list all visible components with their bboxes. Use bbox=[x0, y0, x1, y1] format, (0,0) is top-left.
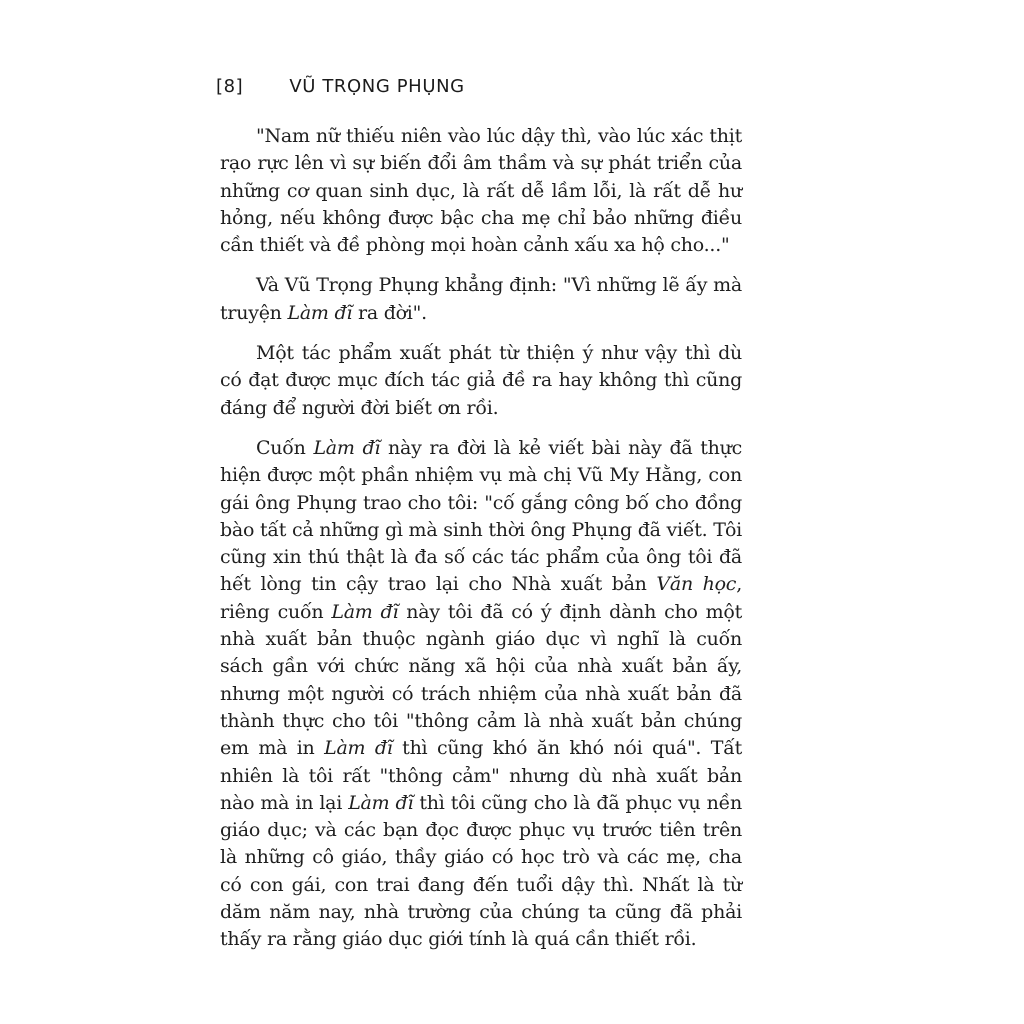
paragraph bbox=[220, 435, 742, 954]
body-text bbox=[220, 123, 742, 954]
italic-run: Làm đĩ bbox=[348, 791, 414, 814]
page-number: [8] bbox=[216, 76, 244, 97]
paragraph bbox=[220, 340, 742, 422]
paragraph bbox=[220, 272, 742, 327]
text-block bbox=[216, 76, 742, 954]
italic-run: Làm đĩ bbox=[331, 600, 399, 623]
running-title: VŨ TRỌNG PHỤNG bbox=[289, 76, 465, 97]
text-run: "Nam nữ thiếu niên vào lúc dậy thì, vào lúc xác thịt rạo rực lên vì sự biến đổi âm thầm và sự phát triển của những cơ quan sinh dục, là rất dễ lầm lỗi, là rất dễ hư hỏng, nếu không được bậc cha mẹ chỉ bảo những điều cần thiết và đề phòng mọi hoàn cảnh xấu xa hộ cho..." bbox=[220, 125, 742, 257]
italic-run: Văn học bbox=[656, 573, 737, 596]
paragraph bbox=[220, 123, 742, 259]
text-run: , riêng cuốn bbox=[220, 573, 742, 623]
text-run: Một tác phẩm xuất phát từ thiện ý như vậy thì dù có đạt được mục đích tác giả đề ra hay không thì cũng đáng để người đời biết ơn rồi. bbox=[220, 342, 742, 419]
text-run: thì tôi cũng cho là đã phục vụ nền giáo dục; và các bạn đọc được phục vụ trước tiên trên là những cô giáo, thầy giáo có học trò và các mẹ, cha có con gái, con trai đang đến tuổi dậy thì. Nhất là từ dăm năm nay, nhà trường của chúng ta cũng đã phải thấy ra rằng giáo dục giới tính là quá cần thiết rồi. bbox=[220, 791, 742, 951]
page-header bbox=[216, 76, 742, 97]
text-run: Và Vũ Trọng Phụng khẳng định: "Vì những lẽ ấy mà truyện bbox=[220, 274, 742, 324]
text-run: thì cũng khó ăn khó nói quá". Tất nhiên là tôi rất "thông cảm" nhưng dù nhà xuất bản nào mà in lại bbox=[220, 737, 742, 814]
text-run: Cuốn bbox=[256, 436, 314, 459]
text-run: này ra đời là kẻ viết bài này đã thực hiện được một phần nhiệm vụ mà chị Vũ My Hằng, con gái ông Phụng trao cho tôi: "cố gắng công bố cho đồng bào tất cả những gì mà sinh thời ông Phụng đã viết. Tôi cũng xin thú thật là đa số các tác phẩm của ông tôi đã hết lòng tin cậy trao lại cho Nhà xuất bản bbox=[220, 436, 742, 596]
text-run: ra đời". bbox=[352, 301, 427, 324]
italic-run: Làm đĩ bbox=[324, 737, 393, 760]
text-run: này tôi đã có ý định dành cho một nhà xuất bản thuộc ngành giáo dục vì nghĩ là cuốn sách gần với chức năng xã hội của nhà xuất bản ấy, nhưng một người có trách nhiệm của nhà xuất bản đã thành thực cho tôi "thông cảm là nhà xuất bản chúng em mà in bbox=[220, 600, 742, 760]
italic-run: Làm đĩ bbox=[313, 436, 381, 459]
italic-run: Làm đĩ bbox=[287, 301, 353, 324]
